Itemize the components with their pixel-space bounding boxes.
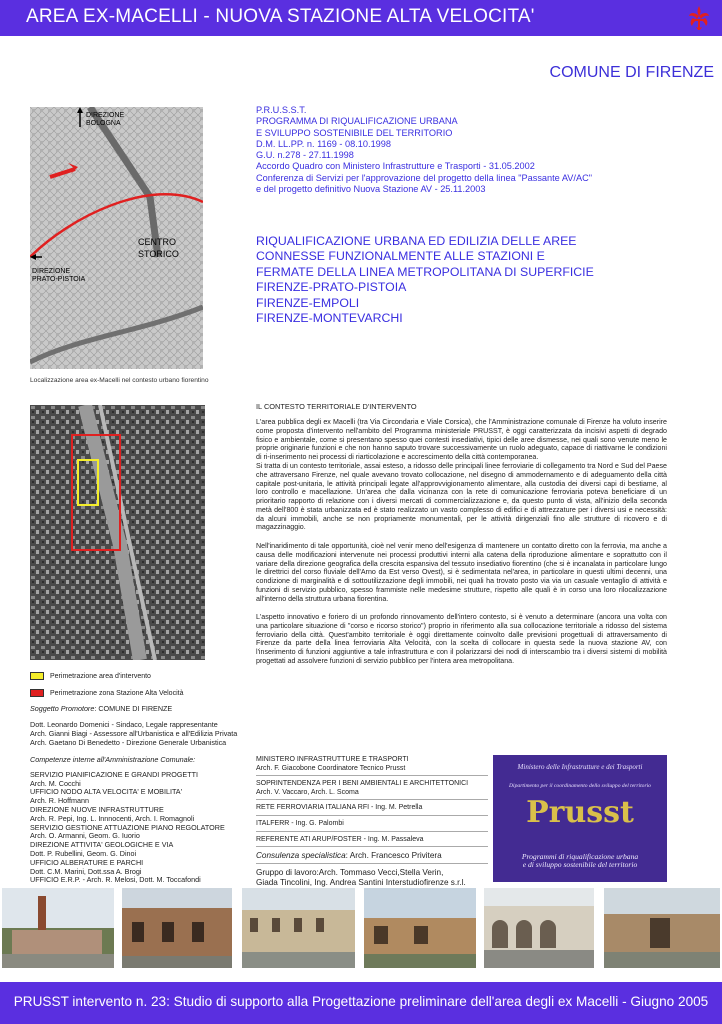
cover-sub-line: Dipartimento per il coordinamento dello sviluppo del territorio <box>509 783 651 789</box>
riqual-line: FIRENZE-MONTEVARCHI <box>256 311 403 326</box>
consulenza-value: : Arch. Francesco Privitera <box>345 851 442 861</box>
photo-building-3 <box>364 888 476 968</box>
prusst-info <box>256 105 696 195</box>
city-location-map <box>30 107 203 369</box>
promoter-person: Arch. Gaetano Di Benedetto - Direzione Generale Urbanistica <box>30 737 227 747</box>
divider <box>256 863 488 864</box>
cover-ministry-line: Ministero delle Infrastrutture e dei Trasporti <box>517 763 643 771</box>
contesto-paragraph-1: L'area pubblica degli ex Macelli (tra Via Circondaria e Viale Corsica), che l'Amministrazione comunale di Firenze ha voluto inserire come proposta d'intervento nell'ambito del Programma ministeriale PRUSST, è oggi caratterizzata da incisivi aspetti di degrado fisico e ambientale, come si presentano spesso quei contesti insediativi, tipici delle aree dismesse, nei quali sono venute meno le proprie originarie funzioni e che non hanno saputo trovare successivamente un ruolo adeguato, capace di riattivarne le condizioni di ri-inserimento nei processi di riarticolazione e accrescimento della città contemporanea. <box>256 418 667 461</box>
photo-arcade <box>484 888 594 968</box>
aerial-photo-map <box>30 405 205 660</box>
legend-swatch-yellow <box>30 672 44 680</box>
competenze-line: Arch. O. Armanni, Geom. G. Iuorio <box>30 831 140 841</box>
gruppo-line: Giada Tincolini, Ing. Andrea Santini Interstudiofirenze s.r.l. <box>256 878 466 888</box>
competenze-line: UFFICIO ALBERATURE E PARCHI <box>30 857 144 867</box>
divider <box>256 799 488 800</box>
competenze-line: SERVIZIO GESTIONE ATTUAZIONE PIANO REGOLATORE <box>30 822 225 832</box>
soprintendenza-title: SOPRINTENDENZA PER I BENI AMBIENTALI E ARCHITETTONICI <box>256 780 469 788</box>
competenze-title: Competenze interne all'Amministrazione Comunale: <box>30 755 196 764</box>
riqual-line: FIRENZE-PRATO-PISTOIA <box>256 280 407 295</box>
rfi-line: RETE FERROVIARIA ITALIANA RFI - Ing. M. Petrella <box>256 804 423 812</box>
prusst-line: e del progetto definitivo Nuova Stazione AV - 25.11.2003 <box>256 184 486 195</box>
prusst-line: G.U. n.278 - 27.11.1998 <box>256 150 354 161</box>
cover-bottom <box>493 853 667 870</box>
promoter <box>30 705 245 714</box>
map-label-direction-prato: DIREZIONE <box>32 268 71 275</box>
competenze-line: UFFICIO NODO ALTA VELOCITA' E MOBILITA' <box>30 787 182 797</box>
promoter-people <box>30 721 245 747</box>
divider <box>256 775 488 776</box>
competenze-line: Dott. C.M. Marini, Dott.ssa A. Brogi <box>30 866 142 876</box>
ministry-person: Arch. F. Giacobone Coordinatore Tecnico Prusst <box>256 764 406 772</box>
competenze-line: Dott. P. Rubellini, Geom. G. Dinoi <box>30 848 137 858</box>
competenze-line: UFFICIO E.R.P. - Arch. R. Melosi, Dott. M. Toccafondi <box>30 875 201 885</box>
florence-lily-icon <box>684 3 714 33</box>
photo-building-2 <box>242 888 355 968</box>
footer-bar <box>0 982 722 1024</box>
contesto-paragraph-2: Si tratta di un contesto territoriale, assai esteso, a ridosso delle principali linee ferroviarie di collegamento tra Nord e Sud del Paese che attraversano Firenze, nel quale avevano trovato collocazione, nel disegno di ammodernamento e di adeguamento della città capitale post-unitaria, le attività principali legate all'approvvigionamento alimentare, alla custodia dei diversi capi di bestiame, al loro controllo e macellazione. Un'area che dalla vicinanza con la rete di comunicazione ferroviaria poteva beneficiare di un prioritario rapporto di relazione con i diversi mercati di commercializzazione e, da questo punto di vista, all'inizio della seconda metà dell'800 è stata urbanizzata ed è stato realizzato un vasto complesso di edifici e di attrezzature per i diversi usi e necessità: da alcuni immobili, anche se non propriamente monumentali, per le attività dirigenziali fino alle strutture di ricovero e di magazzinaggio. <box>256 462 667 532</box>
contesto-title: IL CONTESTO TERRITORIALE D'INTERVENTO <box>256 402 417 411</box>
divider <box>256 846 488 847</box>
competenze-line: SERVIZIO PIANIFICAZIONE E GRANDI PROGETTI <box>30 769 198 779</box>
cover-logo: Prusst <box>526 795 634 830</box>
photo-chimney <box>2 888 114 968</box>
competenze-line: DIREZIONE ATTIVITA' GEOLOGICHE E VIA <box>30 840 174 850</box>
prusst-line: PROGRAMMA DI RIQUALIFICAZIONE URBANA <box>256 116 458 127</box>
riqual-line: CONNESSE FUNZIONALMENTE ALLE STAZIONI E <box>256 249 545 264</box>
photo-building-1 <box>122 888 232 968</box>
photo-building-4 <box>604 888 720 968</box>
map-label-centro: CENTRO <box>138 237 176 247</box>
competenze <box>30 756 245 885</box>
legend-label: Perimetrazione zona Stazione Alta Velocità <box>50 689 184 697</box>
prusst-line: Accordo Quadro con Ministero Infrastrutture e Trasporti - 31.05.2002 <box>256 161 535 172</box>
prusst-cover-image <box>493 755 667 882</box>
page-title: AREA EX-MACELLI - NUOVA STAZIONE ALTA VELOCITA' <box>26 6 535 27</box>
contesto-paragraph-4: L'aspetto innovativo e foriero di un profondo rinnovamento dell'intero contesto, si è venuto a determinare (ancora una volta con una particolare situazione di "corso e ricorso storico") proprio in riferimento alla sua collocazione territoriale a ridosso del sistema ferroviario della città. Quest'ambito territoriale è oggi direttamente coinvolto dalle previsioni progettuali di attraversamento di Firenze da parte della linea ferroviaria Alta Velocità, con la scelta di collocare in questa sede la nuova stazione AV, con l'inserimento di funzioni aggiuntive a tale infrastruttura e con il polarizzarsi dei nodi di interscambio tra i diversi sistemi di mobilità progettati ad assolvere funzioni di servizio pubblico per l'intera area metropolitana. <box>256 613 667 665</box>
divider <box>256 815 488 816</box>
map-label-bologna: BOLOGNA <box>86 120 121 127</box>
competenze-line: Arch. R. Hoffmann <box>30 796 89 806</box>
cover-bottom-line: e di sviluppo sostenibile del territorio <box>522 860 638 870</box>
competenze-line: DIREZIONE NUOVE INFRASTRUTTURE <box>30 804 164 814</box>
photo-strip <box>0 888 722 968</box>
contesto-paragraph-3: Nell'inaridimento di tale opportunità, cioè nel venir meno dell'esigenza di mantenere un contatto diretto con la ferrovia, ma anche a causa delle modificazioni intervenute nei processi produttivi interni alla catena della riproduzione alimentare e soprattutto con il variare della direzione geografica della crescita espansiva del tessuto insediativo fiorentino (che si è incanalata in particolare lungo le direttrici del corso fluviale dell'Arno da Est verso Ovest), si è sedimentata nel'area, in particolare in questi ultimi decenni, una condizione di marginalità e di sottoutilizzazione degli immobili, nei quali ha trovato posto via via un casuale ventaglio di attività e funzioni di servizio pubblico, spesso frammiste nelle medesime strutture, rispetto alle quali è in corso una loro rilocalizzazione all'interno della struttura urbana fiorentina. <box>256 542 667 603</box>
prusst-line: P.R.U.S.S.T. <box>256 105 307 115</box>
ministry-title: MINISTERO INFRASTRUTTURE E TRASPORTI <box>256 756 409 763</box>
legend-yellow <box>30 672 151 680</box>
prusst-line: E SVILUPPO SOSTENIBILE DEL TERRITORIO <box>256 127 453 138</box>
comune-label: COMUNE DI FIRENZE <box>549 64 714 81</box>
riqualificazione-heading <box>256 234 696 326</box>
divider <box>256 831 488 832</box>
map-label-direction-bologna: DIREZIONE <box>86 112 125 119</box>
soprintendenza-person: Arch. V. Vaccaro, Arch. L. Scoma <box>256 788 359 796</box>
promoter-label: Soggetto Promotore <box>30 704 95 713</box>
legend-label: Perimetrazione area d'intervento <box>50 672 151 680</box>
competenze-line: Arch. M. Cocchi <box>30 778 81 788</box>
map-label-prato-pistoia: PRATO-PISTOIA <box>32 276 86 283</box>
referente-line: REFERENTE ATI ARUP/FOSTER - Ing. M. Passaleva <box>256 835 424 843</box>
riqual-line: FIRENZE-EMPOLI <box>256 295 360 310</box>
promoter-person: Arch. Gianni Biagi - Assessore all'Urbanistica e all'Edilizia Privata <box>30 728 238 738</box>
prusst-line: Conferenza di Servizi per l'approvazione del progetto della linea "Passante AV/AC" <box>256 172 592 183</box>
competenze-line: Arch. R. Pepi, Ing. L. Innnocenti, Arch. I. Romagnoli <box>30 813 195 823</box>
promoter-person: Dott. Leonardo Domenici - Sindaco, Legale rappresentante <box>30 720 218 729</box>
gruppo-line: Gruppo di lavoro:Arch. Tommaso Vecci,Stella Verin, <box>256 868 444 878</box>
riqual-line: RIQUALIFICAZIONE URBANA ED EDILIZIA DELLE AREE <box>256 234 577 248</box>
consulenza-label: Consulenza specialistica <box>256 851 346 861</box>
riqual-line: FERMATE DELLA LINEA METROPOLITANA DI SUPERFICIE <box>256 264 594 279</box>
legend-swatch-red <box>30 689 44 697</box>
promoter-value: : COMUNE DI FIRENZE <box>94 704 173 713</box>
cover-bottom-line: Programmi di riqualificazione urbana <box>521 852 639 861</box>
map-caption: Localizzazione area ex-Macelli nel contesto urbano fiorentino <box>30 377 209 384</box>
header-bar <box>0 0 722 36</box>
ministry-block <box>256 756 488 898</box>
footer-text: PRUSST intervento n. 23: Studio di supporto alla Progettazione preliminare dell'area degli ex Macelli - Giugno 2005 <box>13 994 709 1009</box>
prusst-line: D.M. LL.PP. n. 1169 - 08.10.1998 <box>256 138 392 149</box>
legend-red <box>30 689 183 697</box>
map-label-storico: STORICO <box>138 249 179 259</box>
italferr-line: ITALFERR - Ing. G. Palombi <box>256 819 344 827</box>
